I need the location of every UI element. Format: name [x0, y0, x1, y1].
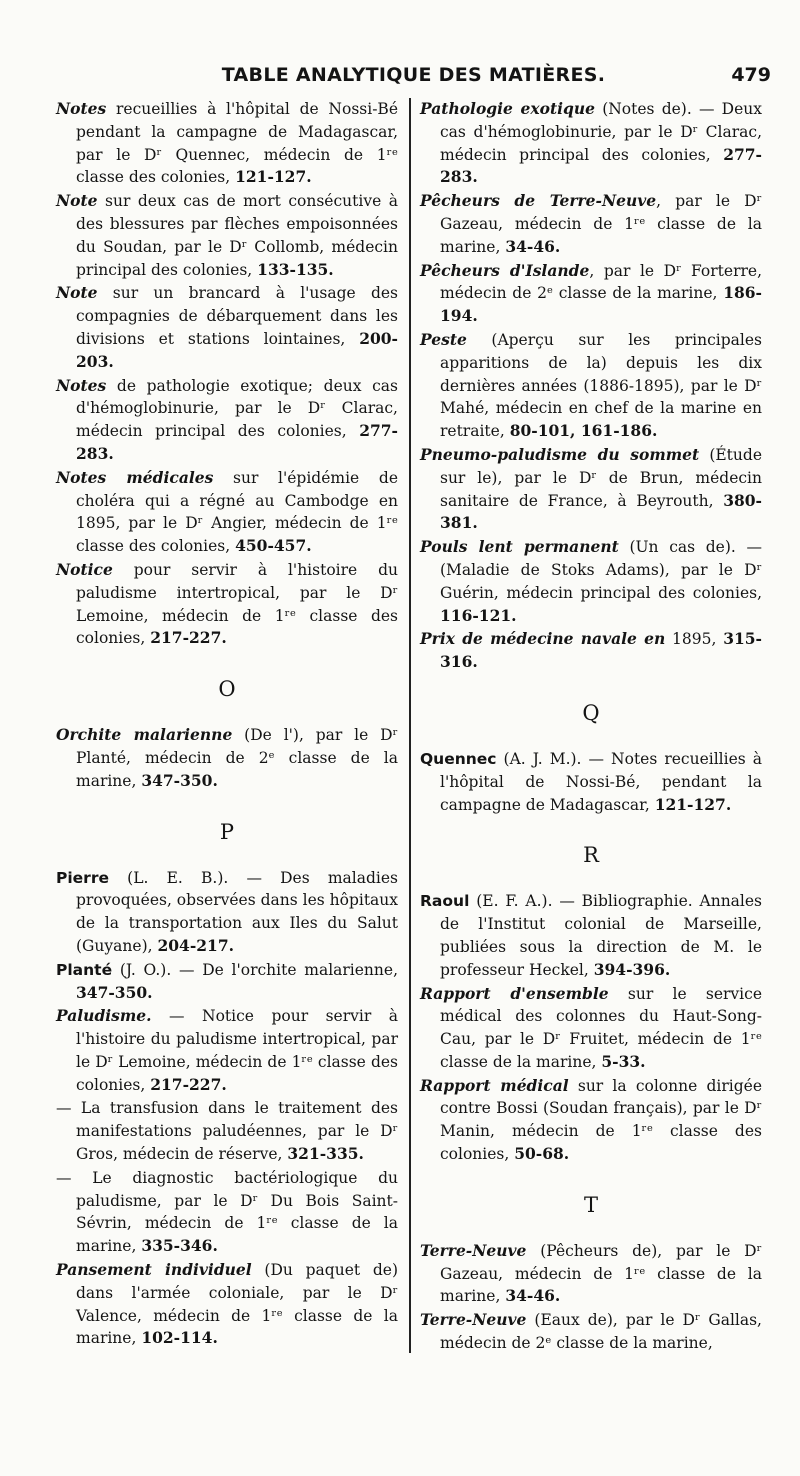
entry-heading: Pneumo-paludisme du sommet	[420, 444, 700, 464]
entry-text: sur l'épidémie de choléra qui a régné au Cambodge en 1895, par le Dʳ Angier, médecin de 1ʳᵉ classe des colonies,	[76, 468, 398, 556]
section-letter: O	[218, 677, 236, 702]
entry-heading: Notes	[56, 375, 107, 395]
entry-text: (Étude sur le), par le Dʳ de Brun, médecin sanitaire de France, à Beyrouth,	[440, 445, 762, 510]
entry-heading: Notes médicales	[56, 467, 214, 487]
index-entry	[420, 983, 762, 1074]
entry-pages: 347-350.	[141, 770, 218, 790]
entry-heading: Paludisme.	[56, 1006, 152, 1026]
left-column	[56, 98, 398, 1351]
index-entry	[56, 467, 398, 558]
entry-pages: 335-346.	[141, 1236, 218, 1256]
index-entry	[420, 1309, 762, 1355]
entry-heading: Note	[56, 283, 98, 303]
page-number: 479	[731, 64, 771, 86]
index-entry	[56, 190, 398, 281]
entry-text: (De l'), par le Dʳ Planté, médecin de 2ᵉ classe de la marine,	[76, 726, 398, 790]
entry-heading: Pêcheurs de Terre-Neuve	[420, 191, 657, 211]
index-entry	[420, 444, 762, 535]
entry-pages: 200-203.	[76, 328, 398, 371]
entry-pages: 217-227.	[150, 1074, 227, 1094]
entry-text: (L. E. B.). — Des maladies provoquées, observées dans les hôpitaux de la transportation aux Iles du Salut (Guyane),	[76, 868, 399, 955]
entry-heading: Rapport d'ensemble	[420, 983, 609, 1003]
entry-text: — Le diagnostic bactériologique du paludisme, par le Dʳ Du Bois Saint-Sévrin, médecin de 1ʳᵉ classe de la marine,	[56, 1168, 398, 1256]
entry-pages: 50-68.	[514, 1144, 570, 1164]
entry-text: (Eaux de), par le Dʳ Gallas, médecin de 2ᵉ classe de la marine,	[440, 1311, 762, 1353]
entry-text: recueillies à l'hôpital de Nossi-Bé pendant la campagne de Madagascar, par le Dʳ Quennec, médecin de 1ʳᵉ classe des colonies,	[76, 100, 398, 187]
entry-pages: 394-396.	[593, 959, 671, 979]
entry-text: — Notice pour servir à l'histoire du paludisme intertropical, par le Dʳ Lemoine, médecin de 1ʳᵉ classe des colonies,	[76, 1007, 398, 1094]
index-entry	[56, 282, 398, 373]
index-entry	[420, 98, 762, 189]
page-title: TABLE ANALYTIQUE DES MATIÈRES.	[221, 64, 606, 86]
entry-pages: 450-457.	[235, 536, 312, 556]
entry-pages: 34-46.	[505, 1286, 561, 1306]
entry-heading: Terre-Neuve	[420, 1310, 527, 1330]
entry-heading: Notes	[56, 99, 107, 118]
index-entry	[420, 536, 762, 627]
index-entry	[56, 1167, 398, 1258]
index-entry	[420, 748, 762, 816]
entry-text: , par le Dʳ Gazeau, médecin de 1ʳᵉ classe de la marine,	[440, 192, 762, 256]
entry-pages: 277-283.	[440, 144, 762, 187]
entry-pages: 116-121.	[440, 605, 517, 625]
index-entry	[420, 329, 762, 443]
entry-pages: 204-217.	[157, 935, 235, 955]
entry-heading: Note	[56, 191, 98, 211]
entry-pages: 5-33.	[601, 1051, 646, 1071]
entry-heading: Peste	[420, 329, 467, 349]
entry-pages: 321-335.	[287, 1144, 364, 1164]
index-entry	[56, 959, 398, 1005]
entry-text: (A. J. M.). — Notes recueillies à l'hôpital de Nossi-Bé, pendant la campagne de Madagascar,	[440, 749, 762, 814]
column-divider	[409, 98, 411, 1353]
section-letter: P	[219, 819, 235, 844]
index-entry	[56, 1259, 398, 1350]
entry-pages: 315-316.	[440, 629, 762, 672]
entry-text: (Aperçu sur les principales apparitions de la) depuis les dix dernières années (1886-1895), par le Dʳ Mahé, médecin en chef de la marine en retraite,	[440, 330, 762, 441]
entry-text: (Un cas de). — (Maladie de Stoks Adams), par le Dʳ Guérin, médecin principal des colonies,	[440, 538, 762, 602]
entry-text: (J. O.). — De l'orchite malarienne,	[112, 960, 398, 979]
entry-text: sur la colonne dirigée contre Bossi (Soudan français), par le Dʳ Manin, médecin de 1ʳᵉ classe des colonies,	[440, 1076, 762, 1164]
entry-text: 1895,	[665, 630, 724, 649]
entry-heading: Prix de médecine navale en	[420, 629, 666, 649]
entry-text: (Pêcheurs de), par le Dʳ Gazeau, médecin de 1ʳᵉ classe de la marine,	[440, 1241, 762, 1306]
entry-heading: Pansement individuel	[56, 1260, 252, 1280]
index-entry	[56, 724, 398, 792]
entry-text: sur deux cas de mort consécutive à des blessures par flèches empoisonnées du Soudan, par le Dʳ Collomb, médecin principal des colonies,	[76, 192, 398, 279]
right-column	[420, 98, 762, 1356]
section-letter: Q	[582, 700, 600, 725]
index-entry	[420, 890, 762, 981]
index-entry	[56, 559, 398, 650]
entry-text: — La transfusion dans le traitement des manifestations paludéennes, par le Dʳ Gros, médecin de réserve,	[56, 1099, 398, 1164]
index-entry	[56, 1097, 398, 1165]
entry-text: (Du paquet de) dans l'armée coloniale, par le Dʳ Valence, médecin de 1ʳᵉ classe de la marine,	[76, 1261, 398, 1348]
entry-heading: Pouls lent permanent	[420, 537, 619, 557]
index-entry	[420, 1075, 762, 1166]
entry-pages: 121-127.	[235, 167, 312, 187]
entry-heading: Terre-Neuve	[420, 1240, 527, 1260]
entry-pages: 380-381.	[440, 490, 762, 533]
entry-author: Planté	[56, 960, 113, 979]
index-entry	[56, 867, 398, 958]
entry-pages: 80-101, 161-186.	[509, 421, 658, 441]
entry-text: (E. F. A.). — Bibliographie. Annales de l'Institut colonial de Marseille, publiées sous la direction de M. le professeur Heckel,	[440, 892, 762, 979]
entry-text: pour servir à l'histoire du paludisme intertropical, par le Dʳ Lemoine, médecin de 1ʳᵉ classe des colonies,	[76, 560, 398, 648]
index-entry	[420, 260, 762, 328]
entry-text: sur un brancard à l'usage des compagnies de débarquement dans les divisions et stations lointaines,	[76, 284, 398, 348]
entry-pages: 217-227.	[150, 628, 227, 648]
entry-text: , par le Dʳ Forterre, médecin de 2ᵉ classe de la marine,	[440, 261, 762, 303]
entry-pages: 34-46.	[505, 236, 561, 256]
section-letter: R	[583, 843, 599, 868]
index-entry	[56, 375, 398, 466]
page-header	[56, 62, 771, 96]
entry-text: de pathologie exotique; deux cas d'hémoglobinurie, par le Dʳ Clarac, médecin principal des colonies,	[76, 376, 398, 441]
entry-pages: 186-194.	[440, 283, 762, 326]
entry-heading: Rapport médical	[420, 1075, 569, 1095]
entry-author: Raoul	[420, 892, 470, 911]
entry-heading: Orchite malarienne	[56, 725, 233, 745]
index-entry	[420, 628, 762, 674]
entry-pages: 347-350.	[76, 982, 153, 1002]
entry-text: (Notes de). — Deux cas d'hémoglobinurie, par le Dʳ Clarac, médecin principal des colonies,	[440, 100, 762, 164]
entry-pages: 277-283.	[76, 421, 398, 463]
entry-pages: 121-127.	[654, 794, 732, 814]
entry-text: sur le service médical des colonnes du Haut-Song-Cau, par le Dʳ Fruitet, médecin de 1ʳᵉ classe de la marine,	[440, 984, 762, 1071]
section-letter: T	[583, 1192, 598, 1217]
index-entry	[56, 98, 398, 189]
index-entry	[420, 190, 762, 258]
index-entry	[56, 1005, 398, 1096]
entry-heading: Notice	[56, 559, 113, 579]
entry-author: Quennec	[420, 749, 497, 768]
entry-author: Pierre	[56, 868, 109, 887]
entry-heading: Pathologie exotique	[420, 99, 595, 118]
entry-pages: 102-114.	[141, 1328, 218, 1348]
entry-heading: Pêcheurs d'Islande	[420, 260, 590, 280]
index-entry	[420, 1240, 762, 1308]
entry-pages: 133-135.	[257, 259, 334, 279]
